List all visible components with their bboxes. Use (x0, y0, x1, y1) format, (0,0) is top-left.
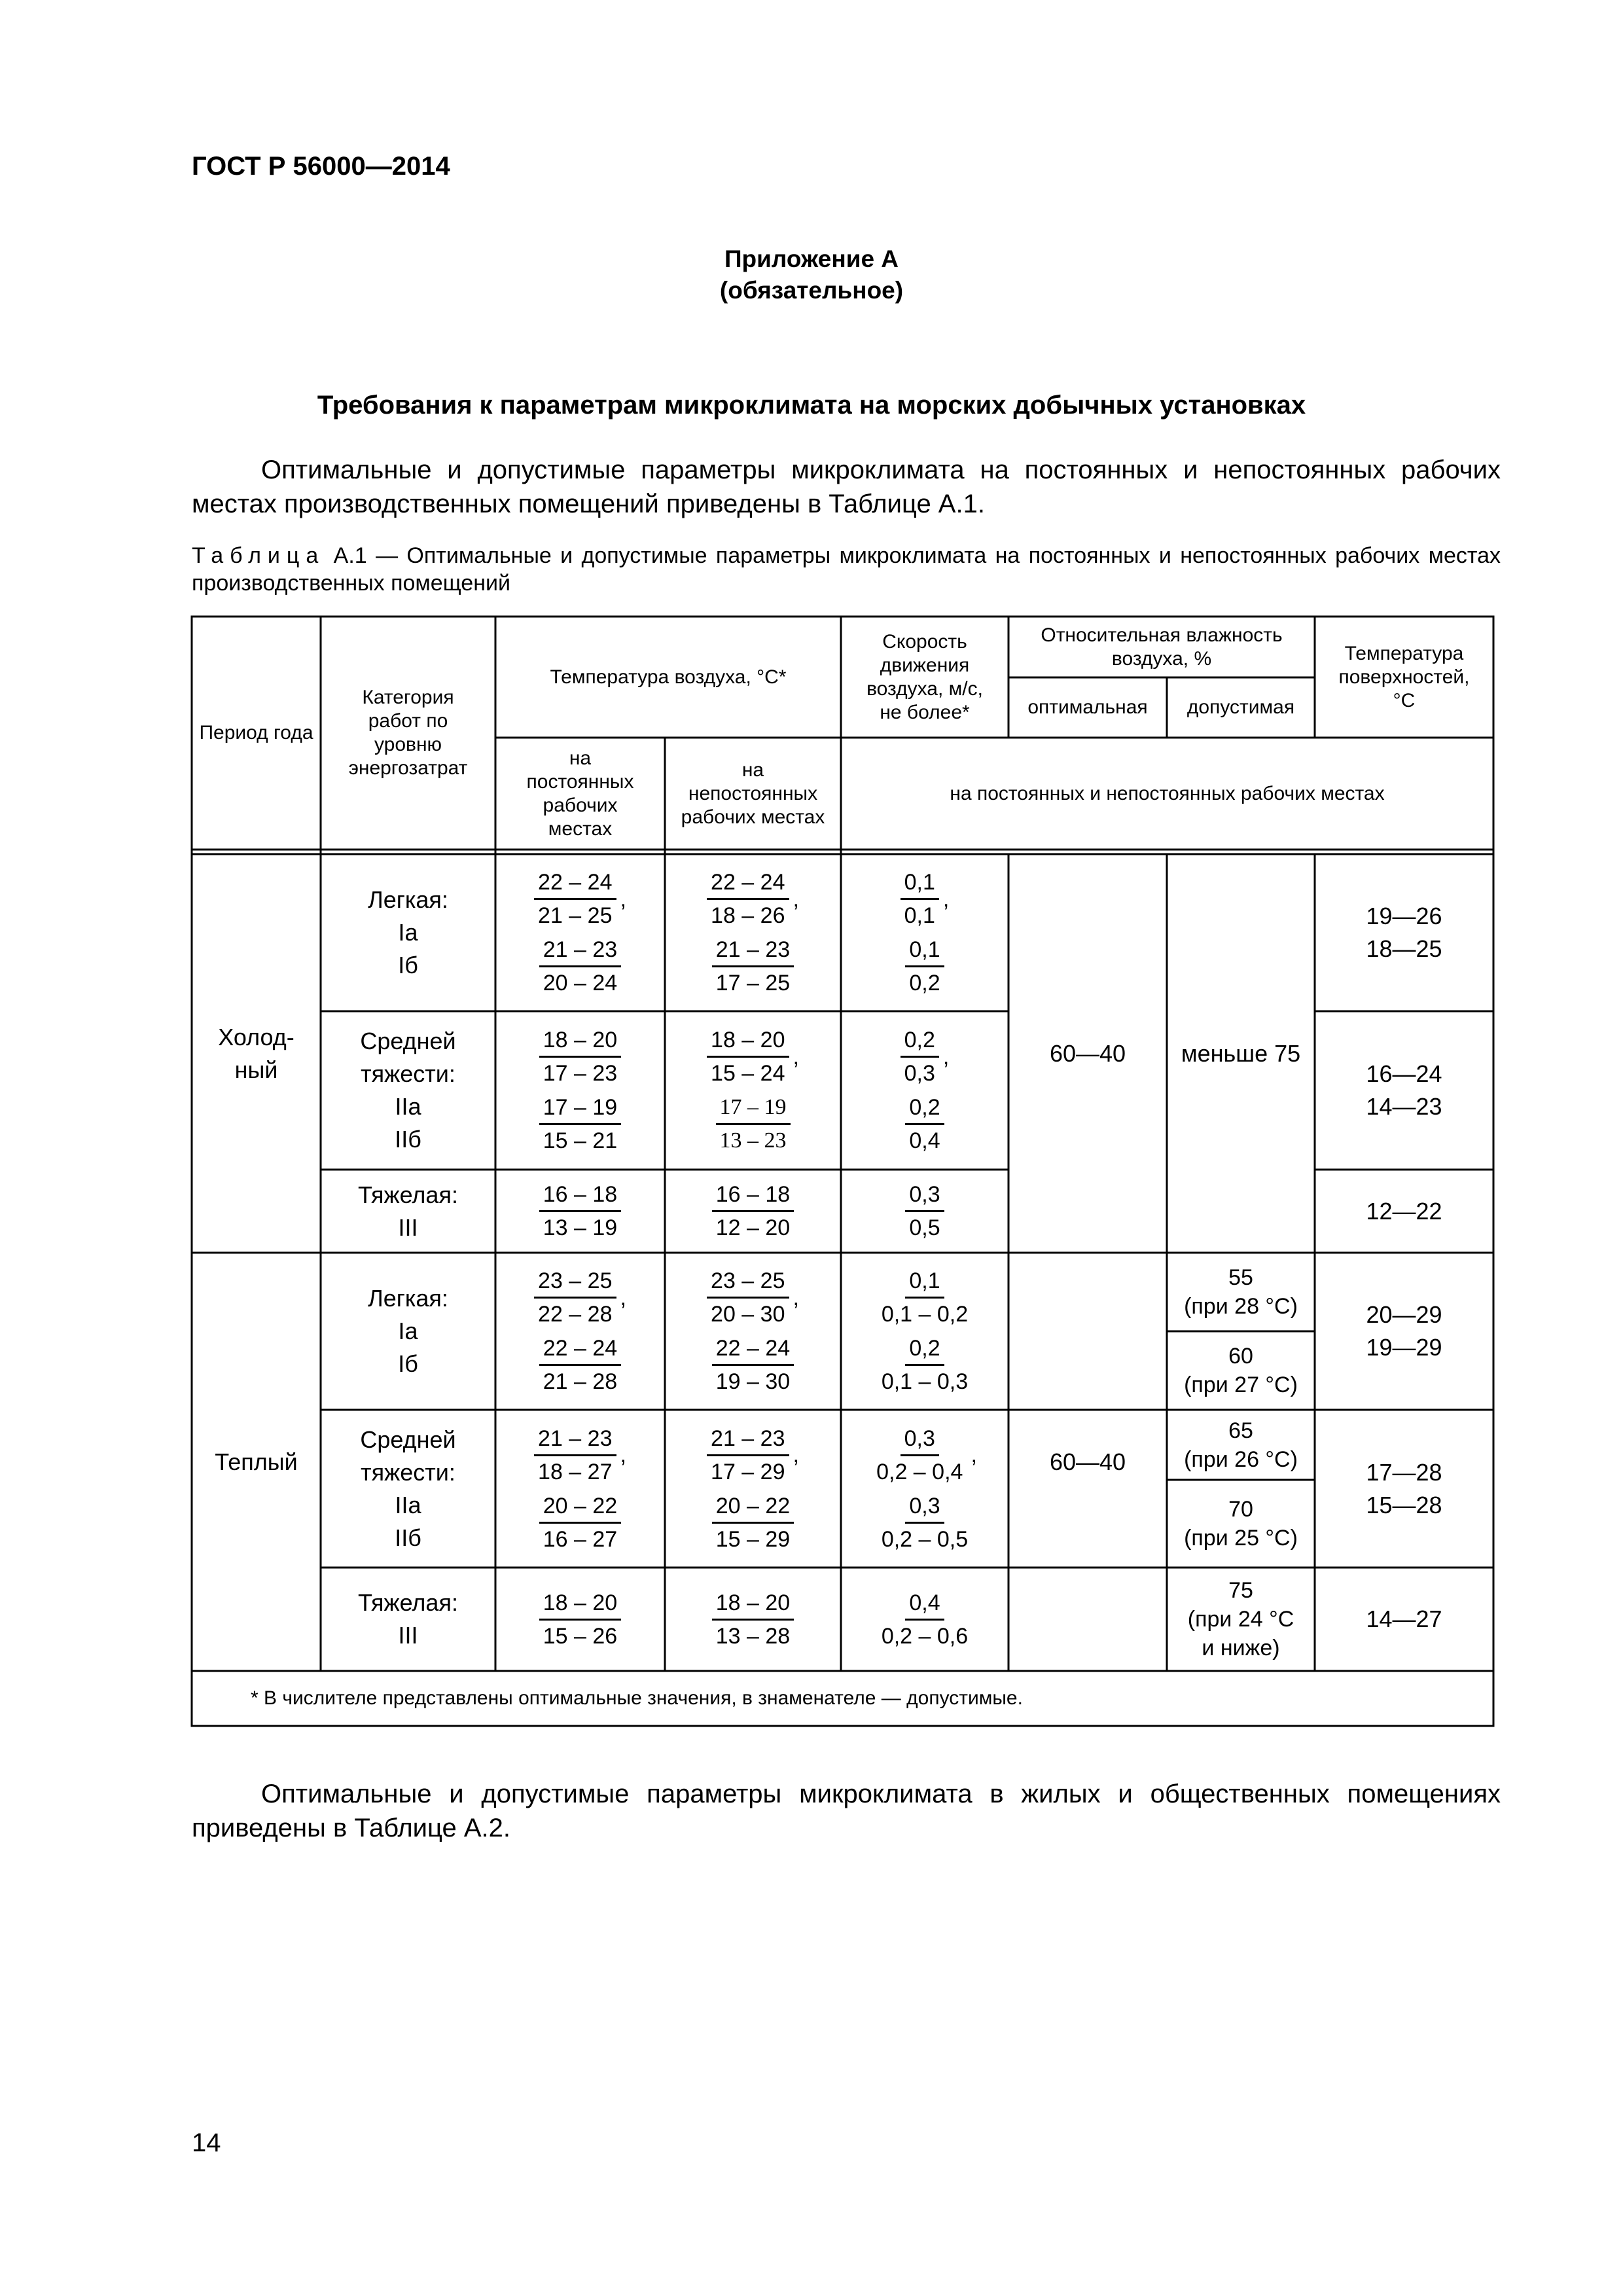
fraction-numerator: 0,2 (905, 1093, 944, 1125)
fraction-row (901, 865, 950, 933)
fraction-row (707, 865, 799, 933)
fraction-numerator: 0,2 (901, 1026, 939, 1058)
warm-light-speed (841, 1253, 1008, 1410)
fraction (707, 1424, 789, 1486)
category-label: Средней (360, 1426, 456, 1453)
cold-medium-nonperm (665, 1011, 841, 1170)
cold-medium-speed (841, 1011, 1008, 1170)
category-sub: III (398, 1213, 418, 1241)
section-title: Требования к параметрам микроклимата на морских добычных установках (317, 391, 1306, 420)
fraction (716, 1093, 791, 1155)
fraction-numerator: 21 – 23 (534, 1424, 616, 1456)
category-label: Легкая: (368, 886, 448, 913)
category-sub: IIа (395, 1491, 421, 1518)
fraction (534, 1266, 616, 1329)
warm-heavy-speed (841, 1568, 1008, 1671)
table-caption (192, 542, 1501, 597)
cold-light-speed (841, 854, 1008, 1011)
category-label: Тяжелая: (358, 1589, 458, 1616)
fraction-numerator: 22 – 24 (712, 1334, 794, 1366)
fraction-denominator: 17 – 25 (715, 971, 791, 996)
fraction-numerator: 0,4 (905, 1588, 944, 1621)
humidity-value: 70 (1228, 1497, 1253, 1522)
fraction-row (878, 1489, 972, 1556)
fraction (878, 1334, 972, 1396)
document-header: ГОСТ Р 56000—2014 (192, 152, 450, 181)
fraction-numerator: 23 – 25 (534, 1266, 616, 1299)
th-air-speed: Скорость движения воздуха, м/с, не более* (866, 630, 983, 723)
fraction-numerator: 16 – 18 (712, 1180, 794, 1212)
cold-light-surface (1315, 854, 1493, 1011)
th-both-workplaces: на постоянных и непостоянных рабочих местах (950, 782, 1385, 804)
fraction-denominator: 21 – 28 (543, 1369, 618, 1394)
appendix-title: Приложение А (724, 245, 899, 272)
cold-heavy-perm (495, 1170, 665, 1253)
th-category: Категория работ по уровню энергозатрат (348, 687, 468, 779)
humidity-condition: и ниже) (1202, 1636, 1280, 1660)
category-sub: Iа (398, 919, 418, 946)
fraction (878, 1588, 972, 1651)
cold-humidity-permissible: меньше 75 (1181, 1039, 1301, 1067)
fraction-denominator: 19 – 30 (715, 1369, 791, 1394)
humidity-value: 65 (1228, 1418, 1253, 1443)
warm-humidity-perm-medium-2 (1167, 1480, 1315, 1568)
cold-light-perm (495, 854, 665, 1011)
fraction-numerator: 22 – 24 (707, 868, 789, 900)
cold-heavy-speed (841, 1170, 1008, 1253)
fraction-row (539, 1331, 621, 1399)
category-label: Легкая: (368, 1285, 448, 1312)
cold-humidity-optimal: 60—40 (1049, 1039, 1126, 1067)
fraction-denominator: 17 – 29 (711, 1459, 785, 1484)
fraction-denominator: 13 – 23 (719, 1128, 787, 1153)
th-humidity-permissible: допустимая (1186, 696, 1295, 718)
fraction-denominator: 12 – 20 (715, 1215, 791, 1240)
warm-medium-surface (1315, 1410, 1493, 1568)
warm-heavy-category (321, 1568, 495, 1671)
humidity-value: 55 (1228, 1265, 1253, 1290)
cold-medium-surface (1315, 1011, 1493, 1170)
warm-heavy-perm (495, 1568, 665, 1671)
humidity-value: 75 (1228, 1578, 1253, 1603)
fraction-numerator: 18 – 20 (707, 1026, 789, 1058)
separator: , (793, 1285, 799, 1310)
fraction-denominator: 15 – 26 (543, 1623, 618, 1649)
fraction (905, 1180, 944, 1242)
fraction-row (539, 933, 621, 1000)
fraction (539, 1093, 621, 1155)
separator: , (971, 1443, 977, 1467)
humidity-condition: (при 24 °С (1187, 1607, 1294, 1632)
fraction (534, 1424, 616, 1486)
fraction-numerator: 0,2 (905, 1334, 944, 1366)
surface-value: 17—28 (1366, 1458, 1442, 1486)
fraction-denominator: 20 – 24 (543, 971, 618, 996)
fraction (534, 868, 616, 930)
fraction-numerator: 21 – 23 (539, 935, 621, 967)
warm-medium-perm (495, 1410, 665, 1568)
fraction-numerator: 21 – 23 (707, 1424, 789, 1456)
surface-value: 19—29 (1366, 1334, 1442, 1361)
warm-period-label: Теплый (215, 1448, 298, 1475)
fraction-row (878, 1264, 972, 1331)
category-sub: IIб (395, 1524, 421, 1551)
fraction-numerator: 0,3 (905, 1492, 944, 1524)
fraction-numerator: 0,1 (901, 868, 939, 900)
cold-light-nonperm (665, 854, 841, 1011)
fraction-denominator: 17 – 23 (543, 1061, 618, 1086)
surface-value: 19—26 (1366, 903, 1442, 929)
fraction (878, 1492, 972, 1554)
fraction (712, 1588, 794, 1651)
fraction-numerator: 22 – 24 (539, 1334, 621, 1366)
fraction (539, 1492, 621, 1554)
fraction-row (905, 1090, 944, 1158)
fraction (539, 1588, 621, 1651)
fraction-denominator: 15 – 29 (715, 1526, 791, 1552)
fraction (712, 1180, 794, 1242)
fraction-row (539, 1489, 621, 1556)
category-sub: IIа (395, 1093, 421, 1120)
th-humidity: Относительная влажность воздуха, % (1041, 624, 1283, 670)
fraction-denominator: 0,2 – 0,6 (881, 1623, 969, 1649)
warm-light-nonperm (665, 1253, 841, 1410)
fraction (901, 868, 939, 930)
fraction (878, 1266, 972, 1329)
th-permanent: на постоянных рабочих местах (526, 747, 634, 840)
fraction (707, 868, 789, 930)
fraction-denominator: 0,2 – 0,4 (876, 1459, 963, 1484)
warm-light-category (321, 1253, 495, 1410)
fraction (539, 935, 621, 997)
fraction (707, 1266, 789, 1329)
fraction-row (707, 1264, 799, 1331)
fraction-denominator: 0,2 (909, 971, 940, 996)
fraction-row (878, 1331, 972, 1399)
outro-paragraph: Оптимальные и допустимые параметры микроклимата в жилых и общественных помещениях приведены в Таблице А.2. (192, 1780, 1501, 1842)
cold-medium-perm (495, 1011, 665, 1170)
fraction-row (707, 1023, 799, 1090)
fraction-row (712, 1489, 794, 1556)
fraction-denominator: 16 – 27 (543, 1526, 618, 1552)
separator: , (942, 886, 950, 912)
appendix-heading (0, 243, 1623, 306)
th-humidity-optimal: оптимальная (1027, 696, 1148, 718)
fraction-denominator: 15 – 21 (543, 1128, 618, 1153)
warm-medium-speed (841, 1410, 1008, 1568)
fraction-numerator: 0,1 (905, 935, 944, 967)
fraction-denominator: 18 – 26 (711, 903, 785, 928)
fraction-denominator: 0,4 (909, 1128, 940, 1153)
fraction-row (712, 1331, 794, 1399)
warm-humidity-perm-light-2 (1167, 1331, 1315, 1410)
th-nonpermanent: на непостоянных рабочих местах (681, 759, 825, 828)
fraction (905, 935, 944, 997)
fraction-numerator: 18 – 20 (539, 1588, 621, 1621)
cold-medium-category (321, 1011, 495, 1170)
fraction-denominator: 0,3 (904, 1061, 935, 1086)
separator: , (620, 886, 626, 912)
warm-heavy-surface: 14—27 (1366, 1605, 1442, 1632)
table-caption-text: А.1 — Оптимальные и допустимые параметры микроклимата на постоянных и непостоянных рабочих местах производственных помещений (192, 543, 1501, 596)
fraction-numerator: 16 – 18 (539, 1180, 621, 1212)
fraction-numerator: 22 – 24 (534, 868, 616, 900)
category-sub: Iа (398, 1318, 418, 1344)
fraction-denominator: 0,5 (909, 1215, 940, 1240)
surface-value: 15—28 (1366, 1491, 1442, 1518)
warm-light-surface (1315, 1253, 1493, 1410)
category-sub: Iб (398, 952, 418, 978)
separator: , (942, 1044, 950, 1069)
fraction-row (539, 1090, 621, 1158)
fraction-denominator: 0,1 (904, 903, 935, 928)
warm-light-perm (495, 1253, 665, 1410)
fraction-numerator: 0,1 (905, 1266, 944, 1299)
fraction-numerator: 0,3 (901, 1424, 939, 1456)
warm-humidity-perm-heavy (1167, 1568, 1315, 1671)
fraction-numerator: 20 – 22 (539, 1492, 621, 1524)
surface-value: 18—25 (1366, 935, 1442, 962)
fraction (712, 1492, 794, 1554)
fraction-denominator: 22 – 28 (538, 1302, 613, 1327)
cold-period-label: Холод-ный (218, 1023, 294, 1083)
category-sub: Iб (398, 1350, 418, 1377)
fraction (872, 1424, 967, 1486)
fraction (539, 1180, 621, 1242)
fraction-denominator: 0,1 – 0,3 (881, 1369, 969, 1394)
warm-medium-nonperm (665, 1410, 841, 1568)
separator: , (793, 1443, 799, 1467)
page-number: 14 (192, 2128, 221, 2157)
fraction-denominator: 13 – 28 (715, 1623, 791, 1649)
warm-heavy-nonperm (665, 1568, 841, 1671)
fraction (539, 1334, 621, 1396)
fraction-denominator: 18 – 27 (538, 1459, 613, 1484)
table-caption-label: Таблица (192, 543, 325, 568)
fraction-row (716, 1090, 791, 1158)
fraction (707, 1026, 789, 1088)
humidity-value: 60 (1228, 1344, 1253, 1369)
cold-heavy-surface: 12—22 (1366, 1197, 1442, 1225)
fraction-numerator: 17 – 19 (716, 1093, 791, 1125)
fraction-denominator: 21 – 25 (538, 903, 613, 928)
fraction-numerator: 0,3 (905, 1180, 944, 1212)
fraction (905, 1093, 944, 1155)
category-label: Тяжелая: (358, 1181, 458, 1208)
fraction-row (901, 1023, 950, 1090)
separator: , (793, 886, 799, 912)
warm-humidity-perm-medium-1 (1167, 1410, 1315, 1480)
surface-value: 14—23 (1366, 1093, 1442, 1120)
warm-medium-category (321, 1410, 495, 1568)
fraction-numerator: 20 – 22 (712, 1492, 794, 1524)
humidity-condition: (при 28 °С) (1184, 1294, 1298, 1319)
fraction-denominator: 0,1 – 0,2 (881, 1302, 969, 1327)
fraction-numerator: 17 – 19 (539, 1093, 621, 1125)
appendix-status: (обязательное) (719, 277, 904, 304)
fraction-numerator: 18 – 20 (539, 1026, 621, 1058)
fraction-row (534, 1264, 626, 1331)
fraction-denominator: 20 – 30 (711, 1302, 785, 1327)
humidity-condition: (при 25 °С) (1184, 1526, 1298, 1551)
category-sub: III (398, 1622, 418, 1649)
warm-humidity-perm-light-1 (1167, 1253, 1315, 1331)
fraction-numerator: 18 – 20 (712, 1588, 794, 1621)
category-label: тяжести: (361, 1060, 455, 1087)
cold-heavy-nonperm (665, 1170, 841, 1253)
fraction-row (707, 1422, 799, 1489)
th-air-temp: Температура воздуха, °С* (550, 666, 787, 688)
fraction-numerator: 21 – 23 (712, 935, 794, 967)
separator: , (620, 1285, 626, 1310)
category-label: Средней (360, 1028, 456, 1054)
intro-paragraph: Оптимальные и допустимые параметры микроклимата на постоянных и непостоянных рабочих местах производственных помещений приведены в Таблице А.1. (192, 456, 1501, 518)
fraction-denominator: 15 – 24 (711, 1061, 785, 1086)
category-sub: IIб (395, 1126, 421, 1153)
fraction (712, 935, 794, 997)
surface-value: 16—24 (1366, 1060, 1442, 1087)
fraction (712, 1334, 794, 1396)
surface-value: 20—29 (1366, 1301, 1442, 1328)
humidity-condition: (при 27 °С) (1184, 1372, 1298, 1397)
fraction-row (534, 865, 626, 933)
cold-light-category (321, 854, 495, 1011)
fraction-row (534, 1422, 626, 1489)
table-footnote: * В числителе представлены оптимальные значения, в знаменателе — допустимые. (251, 1687, 1023, 1709)
th-period: Период года (199, 722, 313, 744)
fraction (901, 1026, 939, 1088)
fraction-denominator: 13 – 19 (543, 1215, 618, 1240)
fraction-row (712, 933, 794, 1000)
fraction-numerator: 23 – 25 (707, 1266, 789, 1299)
fraction-denominator: 0,2 – 0,5 (881, 1526, 969, 1552)
fraction-row (539, 1023, 621, 1090)
humidity-condition: (при 26 °С) (1184, 1446, 1298, 1472)
fraction-row (905, 933, 944, 1000)
separator: , (620, 1443, 626, 1467)
category-label: тяжести: (361, 1458, 455, 1486)
th-surface-temp: Температура поверхностей, °С (1338, 642, 1470, 711)
fraction-row (872, 1422, 977, 1489)
warm-humidity-optimal: 60—40 (1049, 1448, 1126, 1475)
cold-heavy-category (321, 1170, 495, 1253)
fraction (539, 1026, 621, 1088)
separator: , (793, 1044, 799, 1069)
